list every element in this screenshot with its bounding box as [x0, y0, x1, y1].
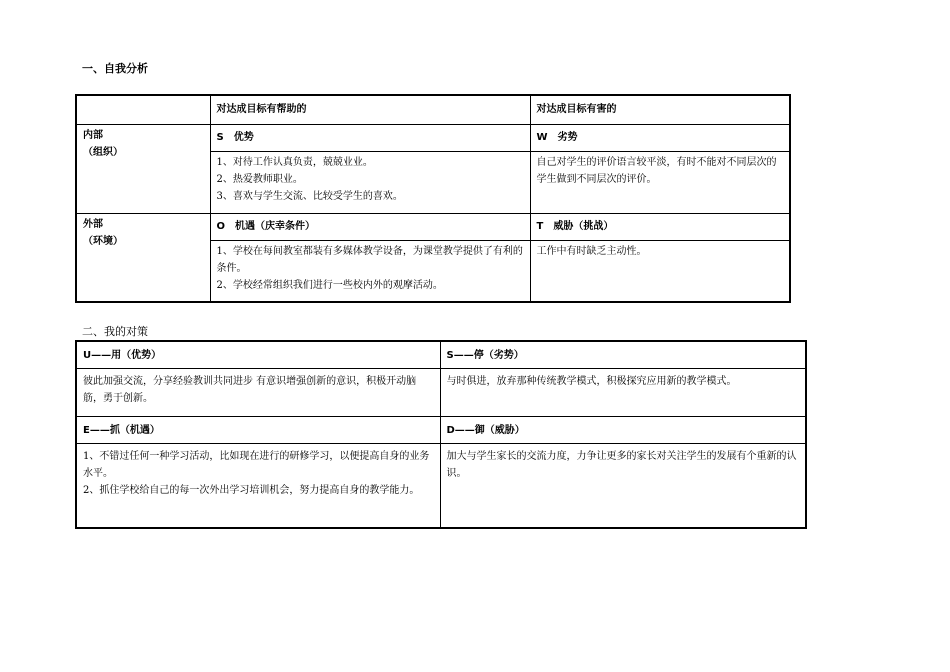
e-title: E——抓（机遇） — [76, 417, 440, 444]
external-label-line1: 外部 — [83, 218, 103, 230]
weaknesses-title: W 劣势 — [530, 124, 790, 151]
internal-label-line1: 内部 — [83, 129, 103, 141]
list-item: 2、热爱教师职业。 — [216, 173, 303, 185]
internal-label-line2: （组织） — [83, 146, 123, 158]
corner-cell — [76, 95, 210, 124]
strengths-list — [210, 151, 530, 213]
u-title: U——用（优势） — [76, 341, 440, 369]
section1-title: 一、自我分析 — [82, 62, 148, 75]
external-label-line2: （环境） — [83, 235, 123, 247]
list-item: 2、学校经常组织我们进行一些校内外的观摩活动。 — [216, 279, 443, 291]
threats-title: T 威胁（挑战） — [530, 213, 790, 240]
internal-label — [76, 124, 210, 213]
list-item: 2、抓住学校给自己的每一次外出学习培训机会，努力提高自身的教学能力。 — [83, 485, 420, 496]
s-title: S——停（劣势） — [440, 341, 806, 369]
external-label — [76, 213, 210, 302]
strengths-title: S 优势 — [210, 124, 530, 151]
list-item: 1、对待工作认真负责，兢兢业业。 — [216, 156, 373, 168]
threats-text: 工作中有时缺乏主动性。 — [530, 240, 790, 302]
opportunities-title: O 机遇（庆幸条件） — [210, 213, 530, 240]
swot-analysis-table — [75, 94, 791, 303]
u-text: 彼此加强交流，分享经验教训共同进步 有意识增强创新的意识，积极开动脑筋，勇于创新。 — [76, 369, 440, 417]
section2-title: 二、我的对策 — [82, 325, 148, 338]
e-list — [76, 444, 440, 528]
s-text: 与时俱进，放弃那种传统教学模式，积极探究应用新的教学模式。 — [440, 369, 806, 417]
list-item: 1、不错过任何一种学习活动，比如现在进行的研修学习，以便提高自身的业务水平。 — [83, 451, 430, 479]
list-item: 1、学校在每间教室都装有多媒体教学设备，为课堂教学提供了有利的条件。 — [216, 245, 523, 274]
weaknesses-text: 自己对学生的评价语言较平淡，有时不能对不同层次的学生做到不同层次的评价。 — [530, 151, 790, 213]
strategy-table — [75, 340, 807, 529]
opportunities-list — [210, 240, 530, 302]
header-helpful: 对达成目标有帮助的 — [210, 95, 530, 124]
d-text: 加大与学生家长的交流力度，力争让更多的家长对关注学生的发展有个重新的认识。 — [440, 444, 806, 528]
header-harmful: 对达成目标有害的 — [530, 95, 790, 124]
list-item: 3、喜欢与学生交流、比较受学生的喜欢。 — [216, 190, 403, 202]
d-title: D——御（威胁） — [440, 417, 806, 444]
